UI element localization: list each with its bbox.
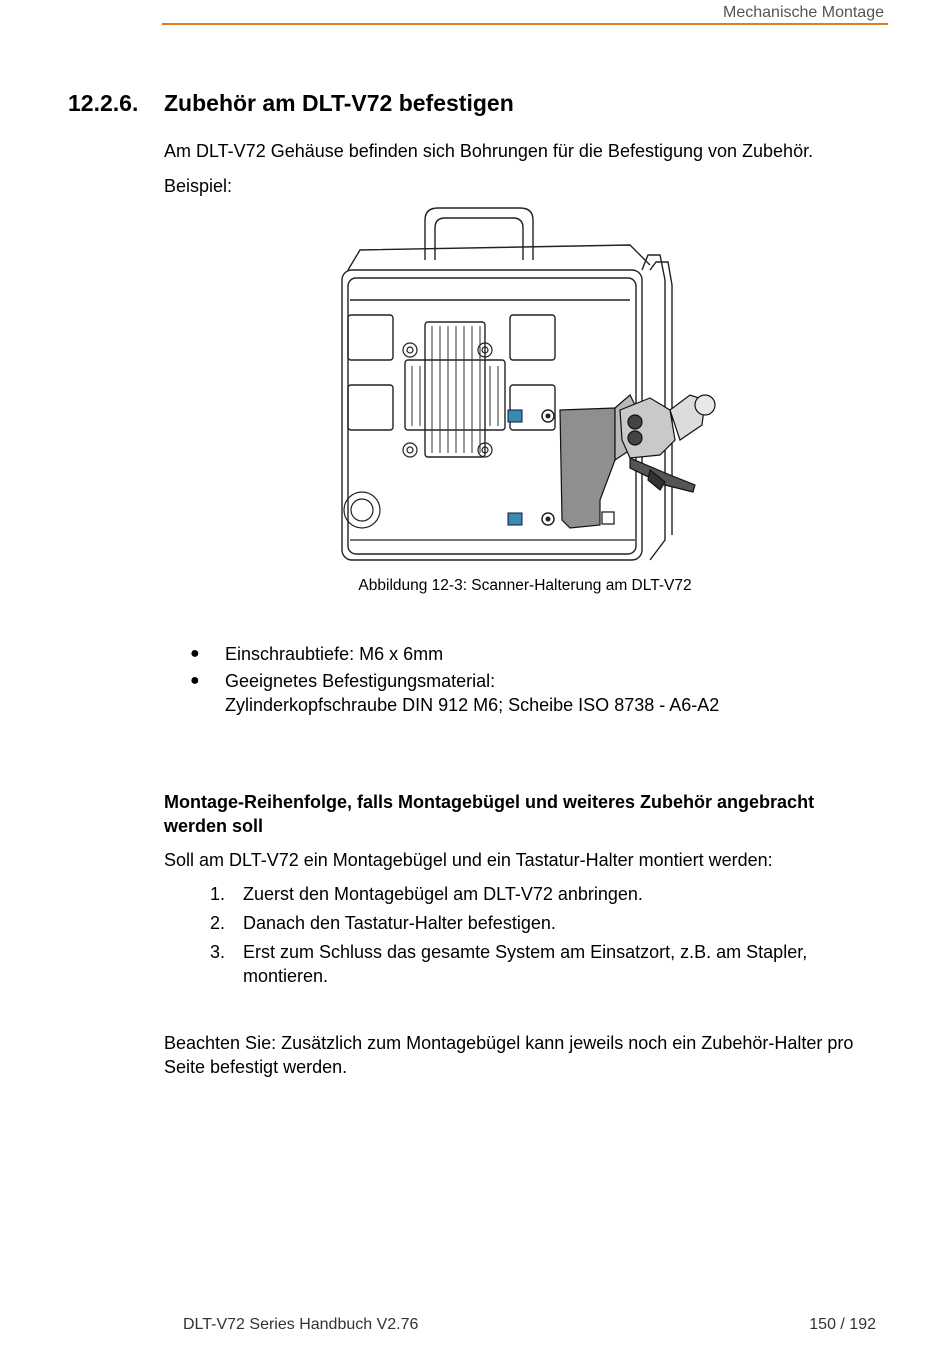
step-number: 3. xyxy=(210,942,226,962)
bullet-icon: ● xyxy=(190,672,200,689)
subsection-heading: Montage-Reihenfolge, falls Montagebügel und weiteres Zubehör angebracht werden soll xyxy=(164,792,815,836)
list-item xyxy=(190,669,719,717)
device-illustration xyxy=(330,200,730,570)
step-number: 2. xyxy=(210,913,226,933)
bullet-list xyxy=(190,642,719,720)
mounting-intro: Soll am DLT-V72 ein Montagebügel und ein Tastatur-Halter montiert werden: xyxy=(164,850,773,870)
ordered-steps xyxy=(210,882,860,993)
list-item xyxy=(190,642,719,666)
step-text: Erst zum Schluss das gesamte System am Einsatzort, z.B. am Stapler, montieren. xyxy=(243,942,808,986)
intro-text: Am DLT-V72 Gehäuse befinden sich Bohrungen für die Befestigung von Zubehör. xyxy=(164,141,814,161)
list-item xyxy=(210,882,860,906)
section-number: 12.2.6. xyxy=(68,90,139,116)
bullet-icon: ● xyxy=(190,645,200,662)
list-item xyxy=(210,940,860,988)
step-number: 1. xyxy=(210,884,226,904)
figure-caption: Abbildung 12-3: Scanner-Halterung am DLT-V72 xyxy=(358,577,692,594)
bullet-text: Einschraubtiefe: M6 x 6mm xyxy=(225,644,444,664)
example-label: Beispiel: xyxy=(164,176,233,196)
list-item xyxy=(210,911,860,935)
header-rule xyxy=(162,23,888,25)
bullet-text-continued: Zylinderkopfschraube DIN 912 M6; Scheibe ISO 8738 - A6-A2 xyxy=(225,695,720,715)
section-title: Zubehör am DLT-V72 befestigen xyxy=(164,90,514,116)
step-text: Danach den Tastatur-Halter befestigen. xyxy=(243,913,556,933)
bullet-text: Geeignetes Befestigungsmaterial: xyxy=(225,671,496,691)
step-text: Zuerst den Montagebügel am DLT-V72 anbringen. xyxy=(243,884,643,904)
note-text: Beachten Sie: Zusätzlich zum Montagebügel kann jeweils noch ein Zubehör-Halter pro Seite befestigt werden. xyxy=(164,1033,854,1077)
footer-page-number: 150 / 192 xyxy=(809,1316,876,1333)
footer-document-title: DLT-V72 Series Handbuch V2.76 xyxy=(183,1316,419,1333)
running-header: Mechanische Montage xyxy=(723,4,884,21)
